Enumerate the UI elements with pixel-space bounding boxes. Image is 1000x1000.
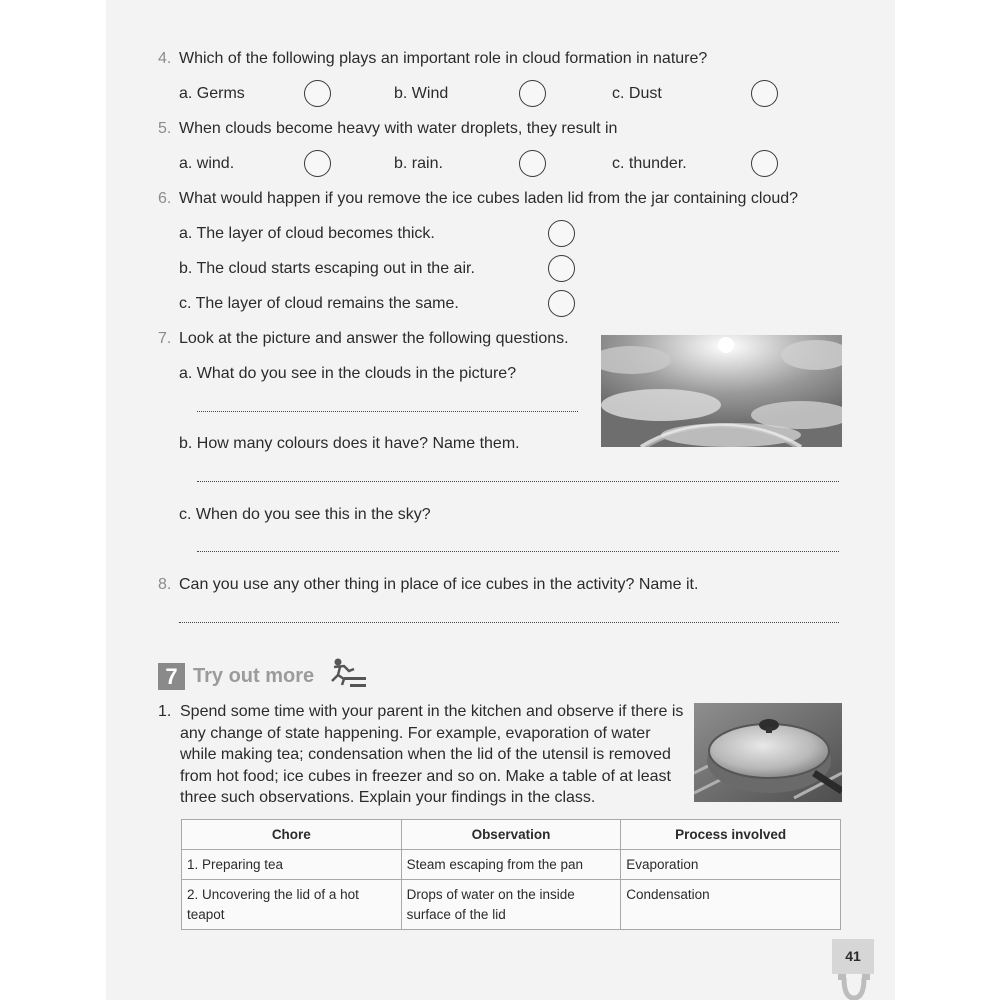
answer-line-7c[interactable] [197,550,839,552]
observation-table [181,819,841,930]
answer-circle-6b[interactable] [548,255,575,282]
answer-circle-6c[interactable] [548,290,575,317]
question-4-number: 4. [158,50,172,67]
question-7-number: 7. [158,330,172,347]
table-cell: 1. Preparing tea [182,850,402,880]
question-5-text: When clouds become heavy with water droplets, they result in [179,120,618,137]
question-8-number: 8. [158,576,172,593]
option-4b: b. Wind [394,85,449,102]
option-5a: a. wind. [179,155,235,172]
question-8-text: Can you use any other thing in place of ice cubes in the activity? Name it. [179,576,699,593]
table-header-process: Process involved [621,820,841,850]
answer-circle-4a[interactable] [304,80,331,107]
table-cell: Condensation [621,880,841,930]
answer-circle-5b[interactable] [519,150,546,177]
answer-circle-6a[interactable] [548,220,575,247]
cooking-pan-photo [694,703,842,802]
table-header-row [182,820,841,850]
table-row [182,850,841,880]
question-4-text: Which of the following plays an important role in cloud formation in nature? [179,50,708,67]
running-figure-icon [328,657,368,689]
answer-line-7b[interactable] [197,480,839,482]
answer-circle-4c[interactable] [751,80,778,107]
activity-number: 1. [158,703,172,720]
option-6a: a. The layer of cloud becomes thick. [179,225,435,242]
option-5b: b. rain. [394,155,443,172]
question-5-number: 5. [158,120,172,137]
answer-circle-5a[interactable] [304,150,331,177]
question-6-number: 6. [158,190,172,207]
answer-circle-5c[interactable] [751,150,778,177]
table-cell: Steam escaping from the pan [401,850,621,880]
answer-line-7a[interactable] [197,410,578,412]
option-6b: b. The cloud starts escaping out in the air. [179,260,475,277]
answer-line-8[interactable] [179,621,839,623]
table-cell: Evaporation [621,850,841,880]
subquestion-7c: c. When do you see this in the sky? [179,506,431,523]
option-5c: c. thunder. [612,155,687,172]
question-7-text: Look at the picture and answer the following questions. [179,330,569,347]
page-number: 41 [832,939,874,974]
table-row [182,880,841,930]
table-cell: 2. Uncovering the lid of a hot teapot [182,880,402,930]
page-holder-icon [836,974,872,1000]
activity-text: Spend some time with your parent in the kitchen and observe if there is any change of state happening. For example, evaporation of water while making tea; condensation when the lid of the utensil is removed from hot food; ice cubes in freezer and so on. Make a table of at least three such observations. Explain your findings in the class. [180,703,684,806]
table-header-observation: Observation [401,820,621,850]
question-6-text: What would happen if you remove the ice cubes laden lid from the jar containing cloud? [179,190,799,207]
table-header-chore: Chore [182,820,402,850]
option-4c: c. Dust [612,85,662,102]
rainbow-sky-photo [601,335,842,447]
answer-circle-4b[interactable] [519,80,546,107]
option-6c: c. The layer of cloud remains the same. [179,295,459,312]
section-number: 7 [158,663,185,690]
option-4a: a. Germs [179,85,245,102]
section-title: Try out more [193,665,315,687]
table-cell: Drops of water on the inside surface of the lid [401,880,621,930]
subquestion-7b: b. How many colours does it have? Name them. [179,435,520,452]
subquestion-7a: a. What do you see in the clouds in the picture? [179,365,517,382]
